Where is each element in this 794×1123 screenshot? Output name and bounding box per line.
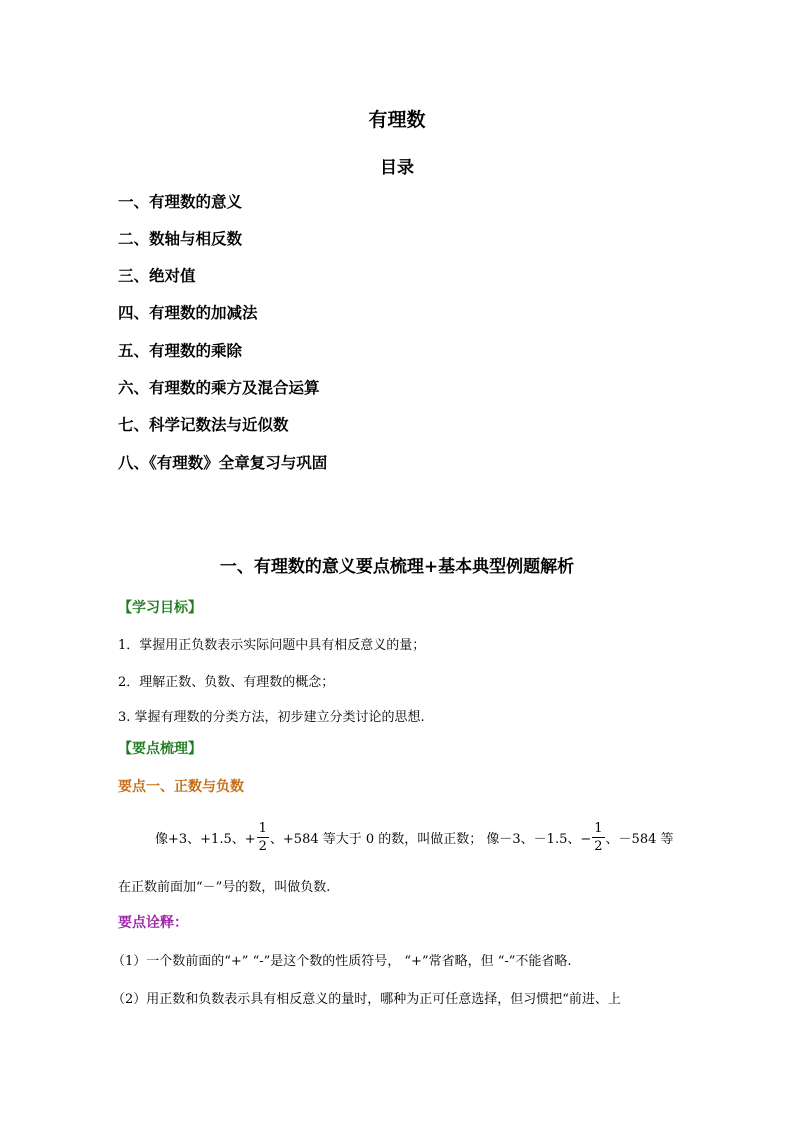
negative-number-definition: 在正数前面加“－”号的数，叫做负数. (118, 880, 331, 895)
goal-item: 1．掌握用正负数表示实际问题中具有相反意义的量； (118, 638, 426, 653)
math-text: 、+584 等大于 0 的数，叫做正数； 像－3、－1.5、− (269, 832, 592, 847)
section-title: 一、有理数的意义要点梳理+基本典型例题解析 (219, 557, 575, 577)
point-one-title: 要点一、正数与负数 (118, 779, 244, 795)
note-tag: 要点诠释： (118, 915, 188, 931)
toc-heading: 目录 (380, 158, 414, 178)
toc-item: 四、有理数的加减法 (118, 303, 258, 322)
toc-item: 五、有理数的乘除 (118, 341, 243, 360)
toc-item: 一、有理数的意义 (118, 192, 243, 211)
fraction-denominator: 2 (594, 839, 603, 854)
key-points-tag: 【要点梳理】 (118, 741, 202, 757)
goal-item: 3. 掌握有理数的分类方法，初步建立分类讨论的思想. (118, 710, 425, 725)
toc-item: 三、绝对值 (118, 266, 196, 285)
note-item: （2）用正数和负数表示具有相反意义的量时，哪种为正可任意选择，但习惯把“前进、上 (112, 992, 621, 1007)
fraction-one-half (257, 822, 269, 853)
fraction-numerator: 1 (258, 821, 267, 836)
toc-item: 二、数轴与相反数 (118, 229, 243, 248)
fraction-denominator: 2 (258, 839, 267, 854)
document-title: 有理数 (368, 109, 426, 131)
note-item: （1）一个数前面的“+” “-”是这个数的性质符号， “+”常省略，但 “-”不能省略. (112, 954, 572, 969)
math-text: 像+3、+1.5、+ (155, 832, 256, 847)
positive-number-definition (155, 822, 674, 853)
goal-item: 2．理解正数、负数、有理数的概念； (118, 675, 335, 690)
learning-goals-tag: 【学习目标】 (118, 600, 202, 616)
math-text: 、－584 等 (605, 832, 674, 847)
fraction-numerator: 1 (594, 821, 603, 836)
fraction-one-half (592, 822, 604, 853)
toc-item: 七、科学记数法与近似数 (118, 415, 289, 434)
toc-item: 六、有理数的乘方及混合运算 (118, 378, 320, 397)
toc-item: 八、《有理数》全章复习与巩固 (118, 453, 328, 472)
